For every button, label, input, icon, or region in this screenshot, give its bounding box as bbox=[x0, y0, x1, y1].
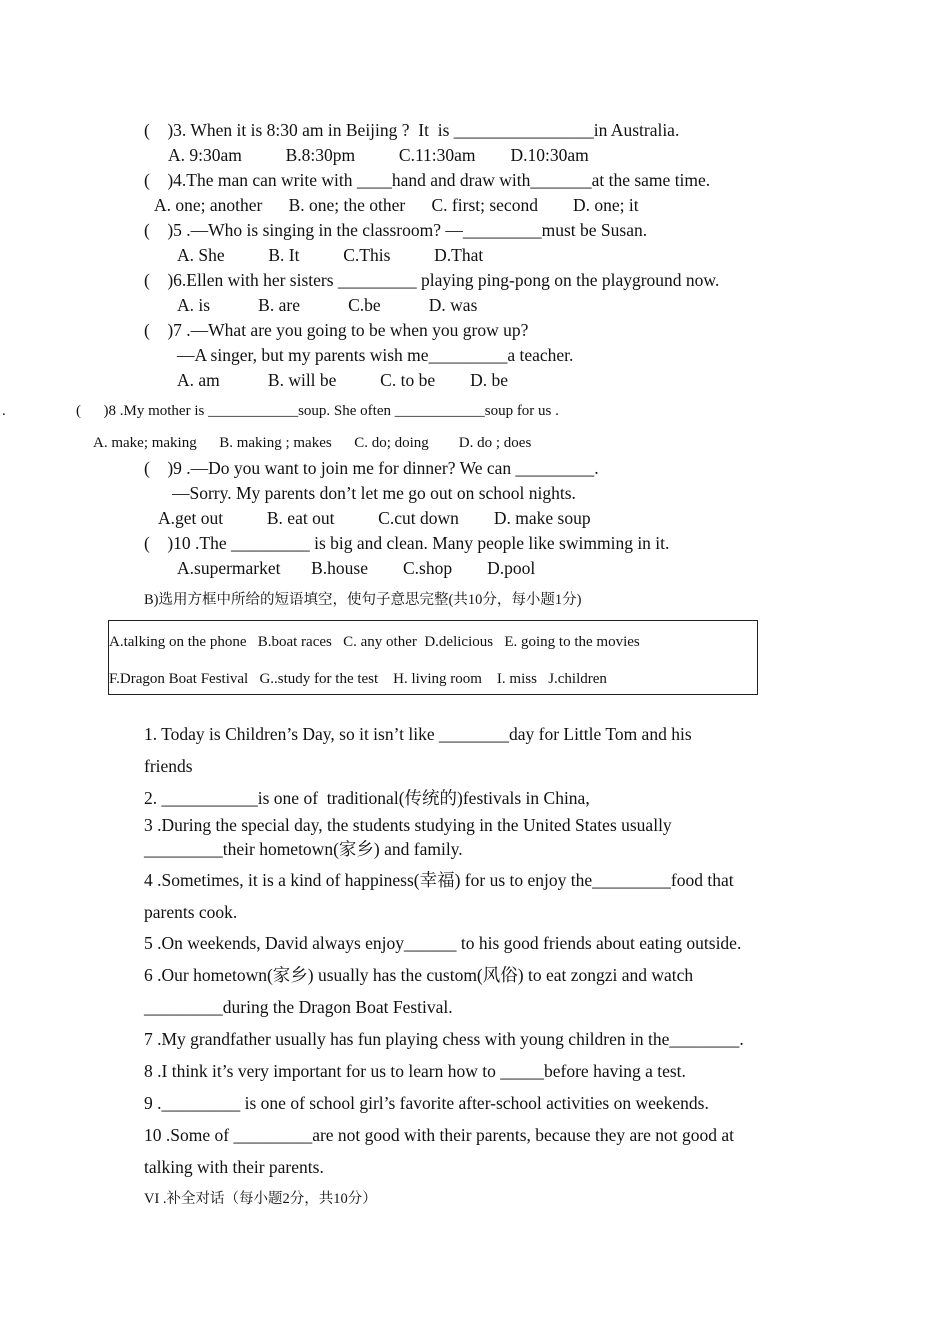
phrase-box bbox=[108, 620, 758, 695]
question-7-reply: —A singer, but my parents wish me_________a teacher. bbox=[177, 345, 574, 365]
fill-1-line-2: friends bbox=[144, 756, 193, 776]
question-10-options: A.supermarket B.house C.shop D.pool bbox=[177, 558, 536, 578]
question-6: ( )6.Ellen with her sisters _________ playing ping-pong on the playground now. bbox=[144, 270, 720, 290]
question-3-options: A. 9:30am B.8:30pm C.11:30am D.10:30am bbox=[168, 145, 589, 165]
fill-4-line-1: 4 .Sometimes, it is a kind of happiness(幸福) for us to enjoy the_________food that bbox=[144, 870, 734, 890]
phrase-box-row-2: F.Dragon Boat Festival G..study for the test H. living room I. miss J.children bbox=[109, 671, 607, 687]
section-b-title: B)选用方框中所给的短语填空，使句子意思完整(共10分，每小题1分) bbox=[144, 592, 582, 608]
fill-5: 5 .On weekends, David always enjoy______ to his good friends about eating outside. bbox=[144, 933, 742, 953]
fill-9: 9 ._________ is one of school girl’s favorite after-school activities on weekends. bbox=[144, 1093, 709, 1113]
fill-6-line-2: _________during the Dragon Boat Festival. bbox=[144, 997, 453, 1017]
question-3: ( )3. When it is 8:30 am in Beijing ? It is ________________in Australia. bbox=[144, 120, 680, 140]
question-9: ( )9 .—Do you want to join me for dinner? We can _________. bbox=[144, 458, 599, 478]
fill-10-line-2: talking with their parents. bbox=[144, 1157, 324, 1177]
fill-1-line-1: 1. Today is Children’s Day, so it isn’t like ________day for Little Tom and his bbox=[144, 724, 692, 744]
fill-7: 7 .My grandfather usually has fun playing chess with young children in the________. bbox=[144, 1029, 744, 1049]
question-7: ( )7 .—What are you going to be when you grow up? bbox=[144, 320, 529, 340]
question-4-options: A. one; another B. one; the other C. first; second D. one; it bbox=[154, 195, 639, 215]
stray-dot: . bbox=[2, 403, 6, 419]
question-4: ( )4.The man can write with ____hand and draw with_______at the same time. bbox=[144, 170, 711, 190]
question-8-options: A. make; making B. making ; makes C. do; doing D. do ; does bbox=[93, 435, 532, 451]
fill-10-line-1: 10 .Some of _________are not good with their parents, because they are not good at bbox=[144, 1125, 734, 1145]
question-5: ( )5 .—Who is singing in the classroom? —_________must be Susan. bbox=[144, 220, 648, 240]
fill-4-line-2: parents cook. bbox=[144, 902, 238, 922]
question-9-reply: —Sorry. My parents don’t let me go out on school nights. bbox=[172, 483, 576, 503]
section-6-title: VI .补全对话（每小题2分，共10分） bbox=[144, 1191, 377, 1207]
question-7-options: A. am B. will be C. to be D. be bbox=[177, 370, 509, 390]
question-5-options: A. She B. It C.This D.That bbox=[177, 245, 484, 265]
question-10: ( )10 .The _________ is big and clean. Many people like swimming in it. bbox=[144, 533, 670, 553]
question-9-options: A.get out B. eat out C.cut down D. make soup bbox=[158, 508, 591, 528]
fill-2: 2. ___________is one of traditional(传统的)festivals in China, bbox=[144, 788, 590, 808]
fill-8: 8 .I think it’s very important for us to learn how to _____before having a test. bbox=[144, 1061, 686, 1081]
phrase-box-row-1: A.talking on the phone B.boat races C. any other D.delicious E. going to the movies bbox=[109, 634, 640, 650]
fill-3-line-2: _________their hometown(家乡) and family. bbox=[144, 839, 463, 859]
fill-6-line-1: 6 .Our hometown(家乡) usually has the custom(风俗) to eat zongzi and watch bbox=[144, 965, 694, 985]
fill-3-line-1: 3 .During the special day, the students studying in the United States usually bbox=[144, 815, 672, 835]
question-8: ( )8 .My mother is ____________soup. She often ____________soup for us . bbox=[76, 403, 559, 419]
question-6-options: A. is B. are C.be D. was bbox=[177, 295, 478, 315]
